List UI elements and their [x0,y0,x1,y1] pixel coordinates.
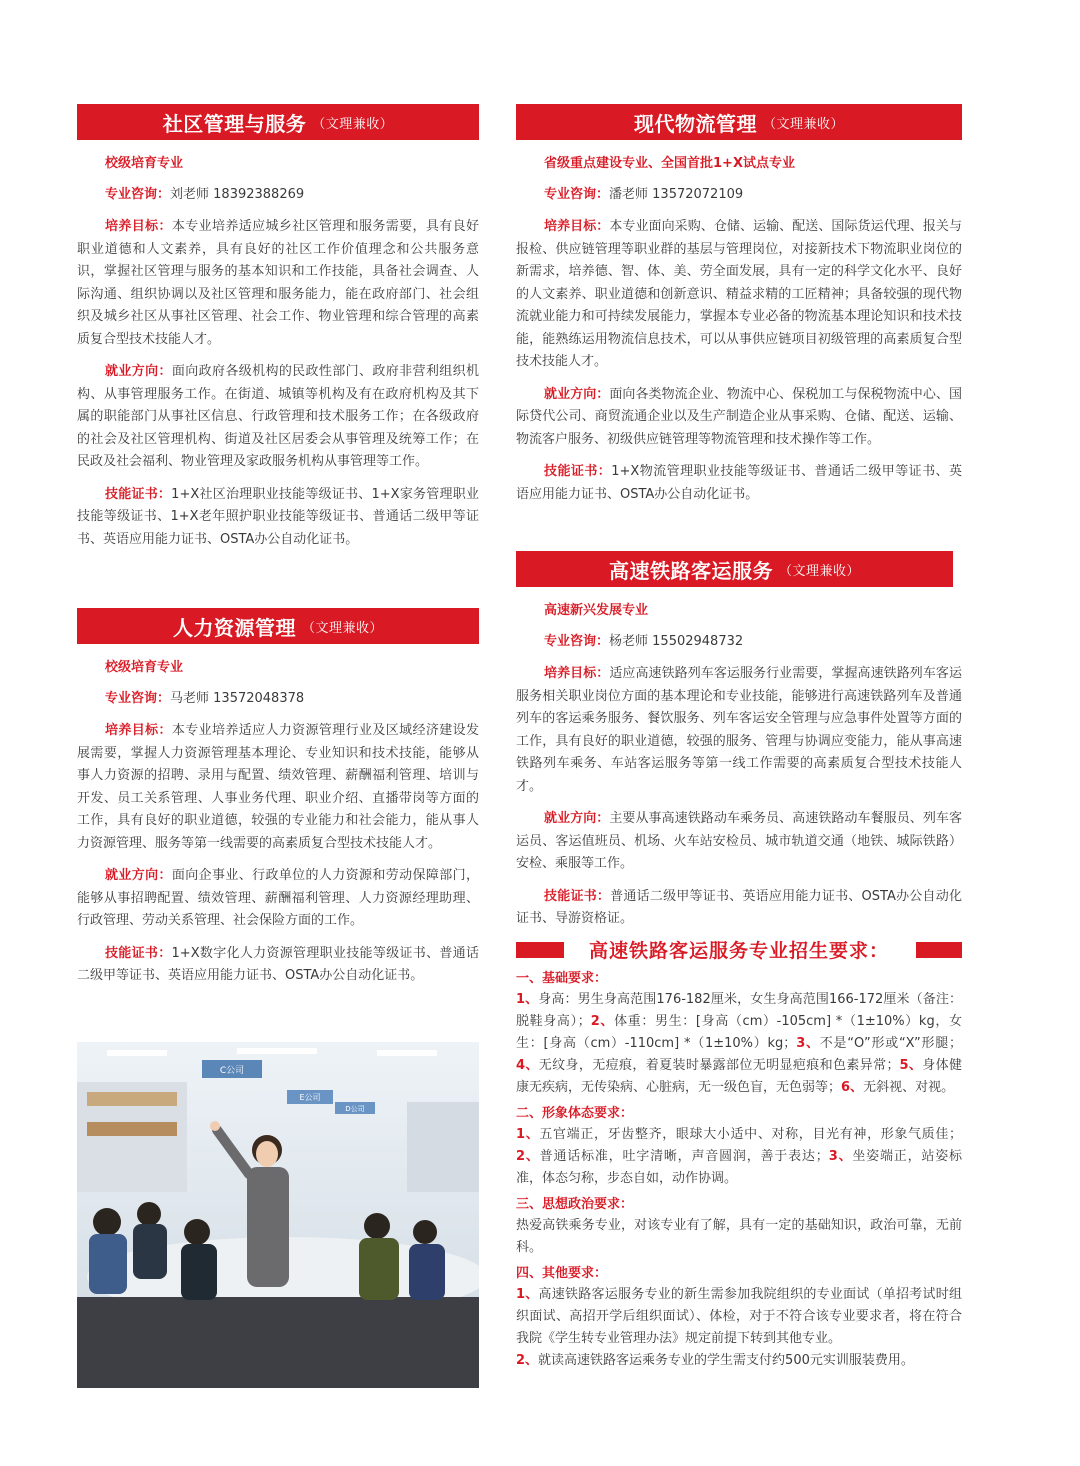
section-railway [516,551,962,931]
svg-text:D公司: D公司 [345,1105,365,1113]
goal-label: 培养目标： [105,723,172,738]
basic-text: 1、身高：男生身高范围176-182厘米，女生身高范围166-172厘米（备注：脱鞋身高）；2、体重：男生：[身高（cm）-105cm] *（1±10%）kg，女生：[身高（cm）-110cm] *（1±10%）kg；3、不是“O”形或“X”形腿；4、无纹身，无痘痕，着夏装时暴露部位无明显疤痕和色素异常；5、身体健康无疾病，无传染病、心脏病，无一级色盲，无色弱等；6、无斜视、对视。 [516,992,962,1095]
consult-line [105,183,479,202]
cert-text: 1+X物流管理职业技能等级证书、普通话二级甲等证书、英语应用能力证书、OSTA办公自动化证书。 [516,464,962,502]
section-header [77,608,479,644]
appearance-text: 1、五官端正，牙齿整齐，眼球大小适中、对称，目光有神，形象气质佳；2、普通话标准，吐字清晰，声音圆润，善于表达；3、坐姿端正，站姿标准，体态匀称，步态自如，动作协调。 [516,1127,962,1186]
major-level: 校级培育专业 [105,156,184,171]
job-text: 面向企事业、行政单位的人力资源和劳动保障部门，能够从事招聘配置、绩效管理、薪酬福利管理、人力资源经理助理、行政管理、劳动关系管理、社会保险方面的工作。 [77,868,479,928]
consult-label: 专业咨询： [544,187,610,202]
svg-text:C公司: C公司 [219,1066,245,1076]
training-goal [516,216,962,374]
goal-label: 培养目标： [544,666,610,681]
skill-certificates [77,943,479,988]
training-goal [516,663,962,798]
consult-contact: 潘老师 13572072109 [609,187,744,202]
classroom-illustration [77,1042,479,1388]
goal-label: 培养目标： [105,219,172,234]
employment-direction [516,808,962,876]
job-text: 面向各类物流企业、物流中心、保税加工与保税物流中心、国际贷代公司、商贸流通企业以及生产制造企业从事采购、仓储、配送、运输、物流客户服务、初级供应链管理等物流管理和技术操作等工作。 [516,386,962,447]
job-label: 就业方向： [105,364,172,379]
section-tag: （文理兼收） [312,116,394,132]
section-header [516,104,962,140]
goal-label: 培养目标： [544,219,610,234]
section-logistics [516,104,962,506]
major-level: 省级重点建设专业、全国首批1+X试点专业 [544,156,795,171]
section-title: 人力资源管理 [172,615,296,640]
employment-direction [77,865,479,933]
section-tag: （文理兼收） [762,116,844,132]
goal-text: 本专业培养适应城乡社区管理和服务需要，具有良好职业道德和人文素养，具有良好的社区工作价值理念和公共服务意识，掌握社区管理与服务的基本知识和工作技能，具备社会调查、人际沟通、组织协调以及社区管理和服务能力，能在政府部门、社会组织及城乡社区从事社区管理、社会工作、物业管理和综合管理的高素质复合型技术技能人才。 [77,219,479,347]
job-label: 就业方向： [544,386,610,402]
section-tag: （文理兼收） [301,620,383,636]
employment-direction [77,361,479,474]
section-title: 社区管理与服务 [162,111,307,136]
section-title: 现代物流管理 [633,111,757,136]
goal-text: 本专业面向采购、仓储、运输、配送、国际货运代理、报关与报检、供应链管理等职业群的基层与管理岗位，对接新技术下物流职业岗位的新需求，培养德、智、体、美、劳全面发展，具有一定的科学文化水平、良好的人文素养、职业道德和创新意识、精益求精的工匠精神；具备较强的现代物流就业能力和可持续发展能力，掌握本专业必备的物流基本理论知识和技术技能，能熟练运用物流信息技术，可以从事供应链项目初级管理的高素质复合型技术技能人才。 [516,219,962,369]
job-label: 就业方向： [105,868,172,883]
section-hr [77,608,479,988]
section-community [77,104,479,551]
admission-requirements [516,934,962,1372]
section-tag: （文理兼收） [778,563,860,579]
cert-label: 技能证书： [105,945,172,961]
consult-line [105,687,479,706]
major-level: 高速新兴发展专业 [544,603,649,618]
consult-contact: 马老师 13572048378 [170,691,305,706]
cert-label: 技能证书： [544,464,612,479]
consult-contact: 刘老师 18392388269 [170,187,305,202]
consult-label: 专业咨询： [544,634,610,649]
consult-label: 专业咨询： [105,691,171,706]
training-goal [77,720,479,855]
svg-text:E公司: E公司 [299,1093,321,1102]
section-header [516,551,953,587]
header-bar-right [916,942,962,958]
requirements-header [516,934,962,964]
section-title: 高速铁路客运服务 [608,558,773,583]
skill-certificates [516,461,962,506]
header-bar-left [516,942,564,958]
skill-certificates [516,886,962,931]
goal-text: 适应高速铁路列车客运服务行业需要，掌握高速铁路列车客运服务相关职业岗位方面的基本理论和专业技能，能够进行高速铁路列车及普通列车的客运乘务服务、餐饮服务、列车客运安全管理与应急事件处置等方面的工作，具有良好的职业道德，较强的服务、管理与协调应变能力，能从事高速铁路列车乘务、车站客运服务等第一线工作需要的高素质复合型技术技能人才。 [516,666,962,794]
cert-label: 技能证书： [544,888,611,904]
cert-text: 普通话二级甲等证书、英语应用能力证书、OSTA办公自动化证书、导游资格证。 [516,888,962,926]
basic-heading: 一、基础要求： [516,971,608,986]
cert-text: 1+X数字化人力资源管理职业技能等级证书、普通话二级甲等证书、英语应用能力证书、OSTA办公自动化证书。 [77,945,479,983]
job-label: 就业方向： [544,811,610,826]
major-level: 校级培育专业 [105,660,184,675]
goal-text: 本专业培养适应人力资源管理行业及区域经济建设发展需要，掌握人力资源管理基本理论、专业知识和技术技能，能够从事人力资源的招聘、录用与配置、绩效管理、薪酬福利管理、培训与开发、员工关系管理、人事业务代理、职业介绍、直播带岗等方面的工作，具有良好的职业道德，较强的专业能力和社会能力，能从事人力资源管理、服务等第一线需要的高素质复合型技术技能人才。 [77,723,479,851]
cert-text: 1+X社区治理职业技能等级证书、1+X家务管理职业技能等级证书、1+X老年照护职业技能等级证书、普通话二级甲等证书、英语应用能力证书、OSTA办公自动化证书。 [77,486,479,547]
classroom-photo [77,1042,479,1388]
other-text: 1、高速铁路客运服务专业的新生需参加我院组织的专业面试（单招考试时组织面试、高招开学后组织面试）、体检，对于不符合该专业要求者，将在符合我院《学生转专业管理办法》规定前提下转到其他专业。 2、就读高速铁路客运乘务专业的学生需支付约500元实训服装费用。 [516,1287,962,1368]
appearance-heading: 二、形象体态要求： [516,1106,634,1121]
skill-certificates [77,484,479,552]
employment-direction [516,384,962,452]
consult-contact: 杨老师 15502948732 [609,634,744,649]
political-text: 热爱高铁乘务专业，对该专业有了解，具有一定的基础知识，政治可靠，无前科。 [516,1218,962,1255]
cert-label: 技能证书： [105,486,172,502]
other-heading: 四、其他要求： [516,1266,608,1281]
consult-line [544,630,962,649]
job-text: 面向政府各级机构的民政性部门、政府非营利组织机构、从事管理服务工作。在街道、城镇等机构及有在政府机构及其下属的职能部门从事社区信息、行政管理和技术服务工作；在各级政府的社会及社区管理机构、街道及社区居委会从事管理及统筹工作；在民政及社会福利、物业管理及家政服务机构从事管理等工作。 [77,364,479,469]
requirements-title: 高速铁路客运服务专业招生要求： [588,939,889,962]
consult-line [544,183,962,202]
section-header [77,104,479,140]
consult-label: 专业咨询： [105,187,171,202]
job-text: 主要从事高速铁路动车乘务员、高速铁路动车餐服员、列车客运员、客运值班员、机场、火车站安检员、城市轨道交通（地铁、城际铁路）安检、乘服等工作。 [516,811,962,871]
training-goal [77,216,479,351]
political-heading: 三、思想政治要求： [516,1197,634,1212]
